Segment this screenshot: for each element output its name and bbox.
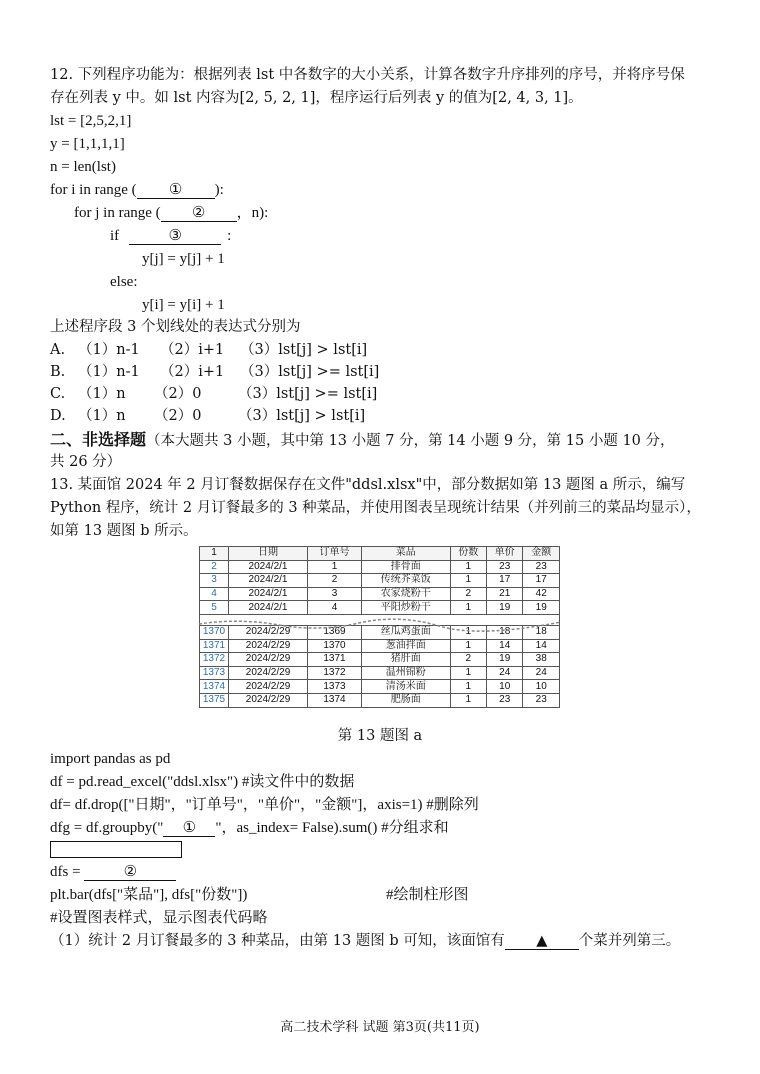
option-part: （3）lst[j] > lst[i] <box>238 408 366 424</box>
row-number: 1374 <box>200 680 229 694</box>
table-cell: 23 <box>487 693 523 707</box>
table-cell: 18 <box>487 625 523 639</box>
table-row <box>200 666 560 680</box>
section-desc: （本大题共 3 小题，其中第 13 小题 7 分，第 14 小题 9 分，第 15 小题 10 分， <box>146 433 675 449</box>
table-cell: 3 <box>308 587 362 601</box>
table-cell: 1373 <box>308 680 362 694</box>
table-row <box>200 587 560 601</box>
header-cell: 金额 <box>523 547 560 561</box>
table-cell: 14 <box>523 639 560 653</box>
q13-stem-line1: 13. 某面馆 2024 年 2 月订餐数据保存在文件"ddsl.xlsx"中，部分数据如第 13 题图 a 所示，编写 <box>50 477 686 493</box>
table-cell: 1 <box>450 680 486 694</box>
section2-desc-line2: 共 26 分） <box>50 454 122 470</box>
header-cell: 份数 <box>450 547 486 561</box>
option-c <box>50 384 377 404</box>
q13-code-dfs <box>50 862 176 882</box>
table-cell: 2024/2/29 <box>229 693 308 707</box>
table-cell: 1370 <box>308 639 362 653</box>
table-cell: 1 <box>450 693 486 707</box>
option-part: （3）lst[j] >= lst[i] <box>240 364 380 380</box>
blank-2: ② <box>84 864 176 881</box>
option-part: （3）lst[j] >= lst[i] <box>238 386 378 402</box>
row-number: 2 <box>200 560 229 574</box>
option-d <box>50 406 365 426</box>
q12-code-for-j <box>74 203 268 223</box>
q13-code-line: import pandas as pd <box>50 751 171 767</box>
option-part: （2）i+1 <box>160 364 225 380</box>
option-part: （1）n-1 <box>78 342 140 358</box>
table-cell: 1 <box>450 574 486 588</box>
table-cell: 清汤米面 <box>361 680 450 694</box>
table-cell: 2024/2/1 <box>229 560 308 574</box>
section-title: 二、非选择题 <box>50 430 147 449</box>
table-cell: 2024/2/29 <box>229 653 308 667</box>
table-cell: 排骨面 <box>361 560 450 574</box>
table-cell: 10 <box>487 680 523 694</box>
q12-stem-line2: 存在列表 y 中。如 lst 内容为[2, 5, 2, 1]，程序运行后列表 y 的值为[2, 4, 3, 1]。 <box>50 90 583 106</box>
table-cell: 温州锦粉 <box>361 666 450 680</box>
table-cell: 14 <box>487 639 523 653</box>
sub1-text: （1）统计 2 月订餐最多的 3 种菜品，由第 13 题图 b 可知，该面馆有 <box>50 933 505 949</box>
table-cell: 10 <box>523 680 560 694</box>
q12-code-if <box>110 226 231 246</box>
table-cell: 2024/2/1 <box>229 574 308 588</box>
table-cell: 1 <box>450 666 486 680</box>
table-cell: 1 <box>450 601 486 615</box>
option-part: （3）lst[j] > lst[i] <box>240 342 368 358</box>
table-cell: 1372 <box>308 666 362 680</box>
sub1-text: 个菜并列第三。 <box>578 933 681 949</box>
option-part: （1）n <box>78 386 126 402</box>
table-cell: 42 <box>523 587 560 601</box>
table-cell: 1 <box>450 560 486 574</box>
table-cell: 农家烧粉干 <box>361 587 450 601</box>
table-cell: 19 <box>523 601 560 615</box>
table-row <box>200 693 560 707</box>
table-cell: 1 <box>450 625 486 639</box>
q13-code-groupby <box>50 818 449 838</box>
answer-box <box>50 841 182 858</box>
q13-stem-line2: Python 程序，统计 2 月订餐最多的 3 种菜品，并使用图表呈现统计结果（并列前三的菜品均显示）， <box>50 500 701 516</box>
table-header-row <box>200 547 560 561</box>
code-text: if <box>110 228 120 244</box>
code-text: for j in range ( <box>74 205 161 221</box>
table-cell: 2 <box>450 587 486 601</box>
q12-code-for-i <box>50 180 224 200</box>
row-number: 1375 <box>200 693 229 707</box>
q13-code-bar <box>50 885 469 905</box>
table-cell: 2024/2/1 <box>229 587 308 601</box>
table-cell: 2 <box>450 653 486 667</box>
option-a <box>50 340 367 360</box>
q12-stem-line1: 12. 下列程序功能为：根据列表 lst 中各数字的大小关系，计算各数字升序排列的序号，并将序号保 <box>50 67 685 83</box>
q13-stem-line3: 如第 13 题图 b 所示。 <box>50 523 198 539</box>
table-row <box>200 574 560 588</box>
table-cell: 2024/2/29 <box>229 639 308 653</box>
code-text: dfg = df.groupby(" <box>50 820 164 836</box>
option-letter: D. <box>50 408 66 424</box>
table-row <box>200 560 560 574</box>
table-cell: 丝瓜鸡蛋面 <box>361 625 450 639</box>
table-cell: 2024/2/29 <box>229 666 308 680</box>
row-number: 3 <box>200 574 229 588</box>
code-text: for i in range ( <box>50 182 137 198</box>
table-cell: 24 <box>523 666 560 680</box>
blank-3: ③ <box>129 228 221 245</box>
table-cell: 传统芥菜饭 <box>361 574 450 588</box>
table-row <box>200 601 560 615</box>
table-cell: 2024/2/29 <box>229 680 308 694</box>
table-cell: 猪肝面 <box>361 653 450 667</box>
option-letter: C. <box>50 386 66 402</box>
table-cell: 2024/2/1 <box>229 601 308 615</box>
table-cell: 4 <box>308 601 362 615</box>
table-cell: 1 <box>450 639 486 653</box>
q12-code-line: y[i] = y[i] + 1 <box>142 297 225 313</box>
option-letter: A. <box>50 342 66 358</box>
row-number: 1372 <box>200 653 229 667</box>
answer-blank: ▲ <box>505 933 579 950</box>
table-row <box>200 653 560 667</box>
figure-a-caption: 第 13 题图 a <box>337 728 423 744</box>
table-cell: 21 <box>487 587 523 601</box>
code-text: : <box>227 228 232 244</box>
blank-1: ① <box>137 182 215 199</box>
table-cell: 38 <box>523 653 560 667</box>
q13-sub1 <box>50 931 680 951</box>
header-cell: 日期 <box>229 547 308 561</box>
option-part: （2）0 <box>154 408 202 424</box>
q12-code-line: y = [1,1,1,1] <box>50 136 125 152</box>
option-b <box>50 362 379 382</box>
header-cell: 订单号 <box>308 547 362 561</box>
table-cell: 肥肠面 <box>361 693 450 707</box>
table-row <box>200 639 560 653</box>
table-cell: 17 <box>487 574 523 588</box>
table-cell: 23 <box>487 560 523 574</box>
row-number: 1371 <box>200 639 229 653</box>
code-comment: #绘制柱形图 <box>386 887 469 903</box>
option-part: （1）n <box>78 408 126 424</box>
blank-1: ① <box>163 820 215 837</box>
table-cell: 1369 <box>308 625 362 639</box>
table-cell: 平阳炒粉干 <box>361 601 450 615</box>
blank-2: ② <box>161 205 237 222</box>
table-cell: 19 <box>487 653 523 667</box>
row-number: 4 <box>200 587 229 601</box>
option-part: （1）n-1 <box>78 364 140 380</box>
table-cell: 24 <box>487 666 523 680</box>
table-cell: 葱油拌面 <box>361 639 450 653</box>
header-cell: 菜品 <box>361 547 450 561</box>
header-cell: 1 <box>200 547 229 561</box>
table-cell: 18 <box>523 625 560 639</box>
q12-code-line: n = len(lst) <box>50 159 116 175</box>
table-cell: 2 <box>308 574 362 588</box>
row-number: 5 <box>200 601 229 615</box>
q13-code-line: df = pd.read_excel("ddsl.xlsx") #读文件中的数据 <box>50 774 355 790</box>
option-part: （2）i+1 <box>160 342 225 358</box>
table-cell: 1371 <box>308 653 362 667</box>
table-cell: 17 <box>523 574 560 588</box>
code-text: ，n): <box>236 205 269 221</box>
table-cell: 1 <box>308 560 362 574</box>
table-row <box>200 680 560 694</box>
table-cell: 2024/2/29 <box>229 625 308 639</box>
q12-prompt: 上述程序段 3 个划线处的表达式分别为 <box>50 319 301 335</box>
option-letter: B. <box>50 364 66 380</box>
table-tear-mark <box>199 614 561 634</box>
row-number: 1373 <box>200 666 229 680</box>
table-cell: 19 <box>487 601 523 615</box>
q13-code-line: #设置图表样式，显示图表代码略 <box>50 910 268 926</box>
section2-heading <box>50 430 675 451</box>
header-cell: 单价 <box>487 547 523 561</box>
q12-code-line: lst = [2,5,2,1] <box>50 113 132 129</box>
table-cell: 1374 <box>308 693 362 707</box>
q12-code-line: y[j] = y[j] + 1 <box>142 251 225 267</box>
q13-code-line: df= df.drop(["日期"，"订单号"，"单价"，"金额"]，axis=1) #删除列 <box>50 797 479 813</box>
table-cell: 23 <box>523 560 560 574</box>
code-text: "，as_index= False).sum() #分组求和 <box>215 820 449 836</box>
code-text: dfs = <box>50 864 85 880</box>
option-part: （2）0 <box>154 386 202 402</box>
page-footer: 高二技术学科 试题 第3页(共11页) <box>280 1020 480 1035</box>
code-text: plt.bar(dfs["菜品"], dfs["份数"]) <box>50 887 248 903</box>
table-cell: 23 <box>523 693 560 707</box>
q12-code-line: else: <box>110 274 138 290</box>
row-number: 1370 <box>200 625 229 639</box>
code-text: ): <box>214 182 224 198</box>
